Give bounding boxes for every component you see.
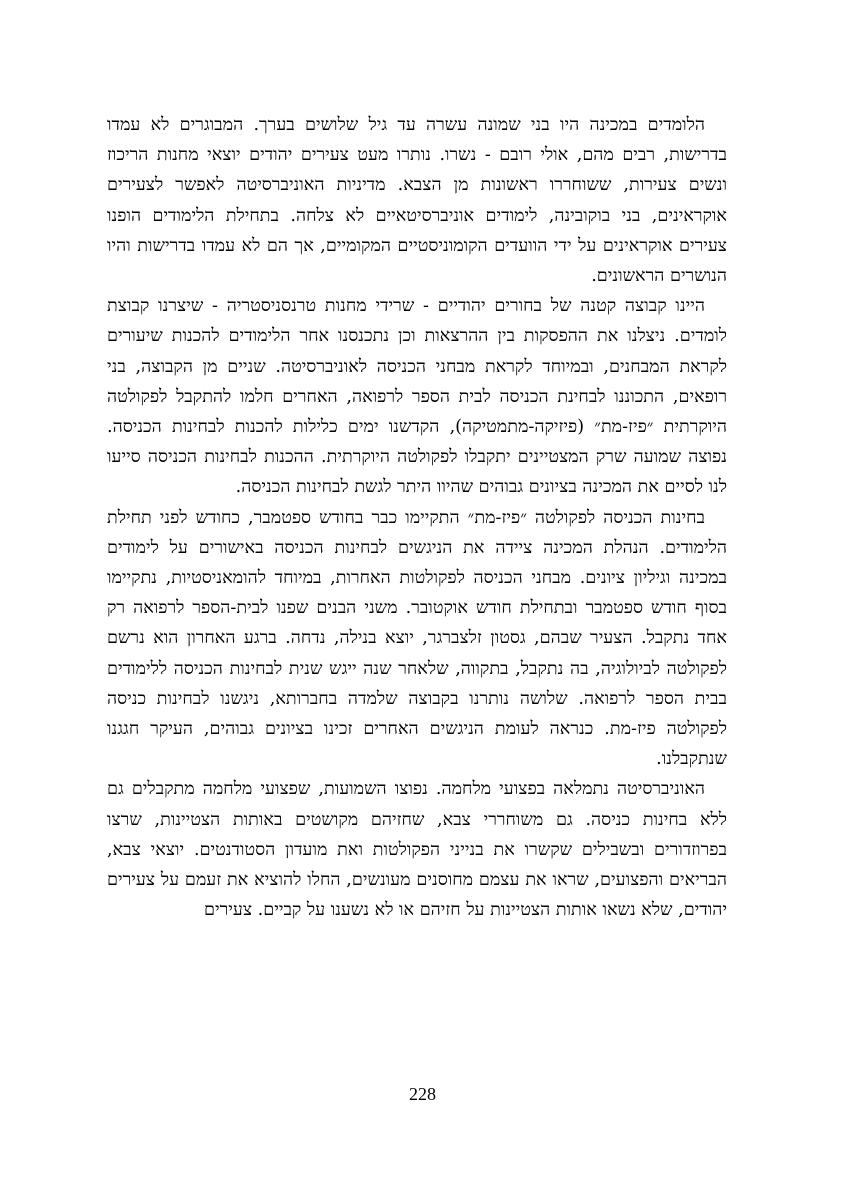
paragraph-1: הלומדים במכינה היו בני שמונה עשרה עד גיל שלושים בערך. המבוגרים לא עמדו בדרישות, רבים מהם, אולי רובם - נשרו. נותרו מעט צעירים יהודים יוצאי מחנות הריכוז ונשים צעירות, ששוחררו ראשונות מן הצבא. מדיניות האוניברסיטה לאפשר לצעירים אוקראינים, בני בוקובינה, לימודים אוניברסיטאיים לא צלחה. בתחילת הלימודים הופנו צעירים אוקראינים על ידי הוועדים הקומוניסטיים המקומיים, אך הם לא עמדו בדרישות והיו הנושרים הראשונים. xyxy=(107,115,727,287)
paragraph-3: בחינות הכניסה לפקולטה ״פיז-מת״ התקיימו כבר בחודש ספטמבר, כחודש לפני תחילת הלימודים. הנהלת המכינה ציידה את הניגשים לבחינות הכניסה באישורים על לימודים במכינה וגיליון ציונים. מבחני הכניסה לפקולטות האחרות, במיוחד להומאניסטיות, נתקיימו בסוף חודש ספטמבר ובתחילת חודש אוקטובר. משני הבנים שפנו לבית-הספר לרפואה רק אחד נתקבל. הצעיר שבהם, גסטון זלצברגר, יוצא בנילה, נדחה. ברגע האחרון הוא נרשם לפקולטה לביולוגיה, בה נתקבל, בתקווה, שלאחר שנה ייגש שנית לבחינות הכניסה ללימודים בבית הספר לרפואה. שלושה נותרנו בקבוצה שלמדה בחברותא, ניגשנו לבחינות כניסה לפקולטה פיז-מת. כנראה לעומת הניגשים האחרים זכינו בציונים גבוהים, העיקר חגגנו שנתקבלנו. xyxy=(107,507,727,770)
body-text xyxy=(107,110,727,925)
paragraph-2: היינו קבוצה קטנה של בחורים יהודיים - שרידי מחנות טרנסניסטריה - שיצרנו קבוצת לומדים. ניצלנו את ההפסקות בין ההרצאות וכן נתכנסנו אחר הלימודים להכנות שיעורים לקראת המבחנים, ובמיוחד לקראת מבחני הכניסה לאוניברסיטה. שניים מן הקבוצה, בני רופאים, התכוננו לבחינת הכניסה לבית הספר לרפואה, האחרים חלמו להתקבל לפקולטה היוקרתית ״פיז-מת״ (פיזיקה-מתמטיקה), הקדשנו ימים כלילות להכנות לבחינות הכניסה. נפוצה שמועה שרק המצטיינים יתקבלו לפקולטה היוקרתית. ההכנות לבחינות הכניסה סייעו לנו לסיים את המכינה בציונים גבוהים שהיוו היתר לגשת לבחינות הכניסה. xyxy=(107,296,727,498)
page-number: 228 xyxy=(409,1084,436,1104)
paragraph-4: האוניברסיטה נתמלאה בפצועי מלחמה. נפוצו השמועות, שפצועי מלחמה מתקבלים גם ללא בחינות כניסה. גם משוחררי צבא, שחזיהם מקושטים באותות הצטיינות, שרצו בפרוזדורים ובשבילים שקשרו את בנייני הפקולטות ואת מועדון הסטודנטים. יוצאי צבא, הבריאים והפצועים, שראו את עצמם מחוסנים מעונשים, החלו להוציא את זעמם על צעירים יהודים, שלא נשאו אותות הצטיינות על חזיהם או לא נשענו על קביים. צעירים xyxy=(107,779,727,921)
